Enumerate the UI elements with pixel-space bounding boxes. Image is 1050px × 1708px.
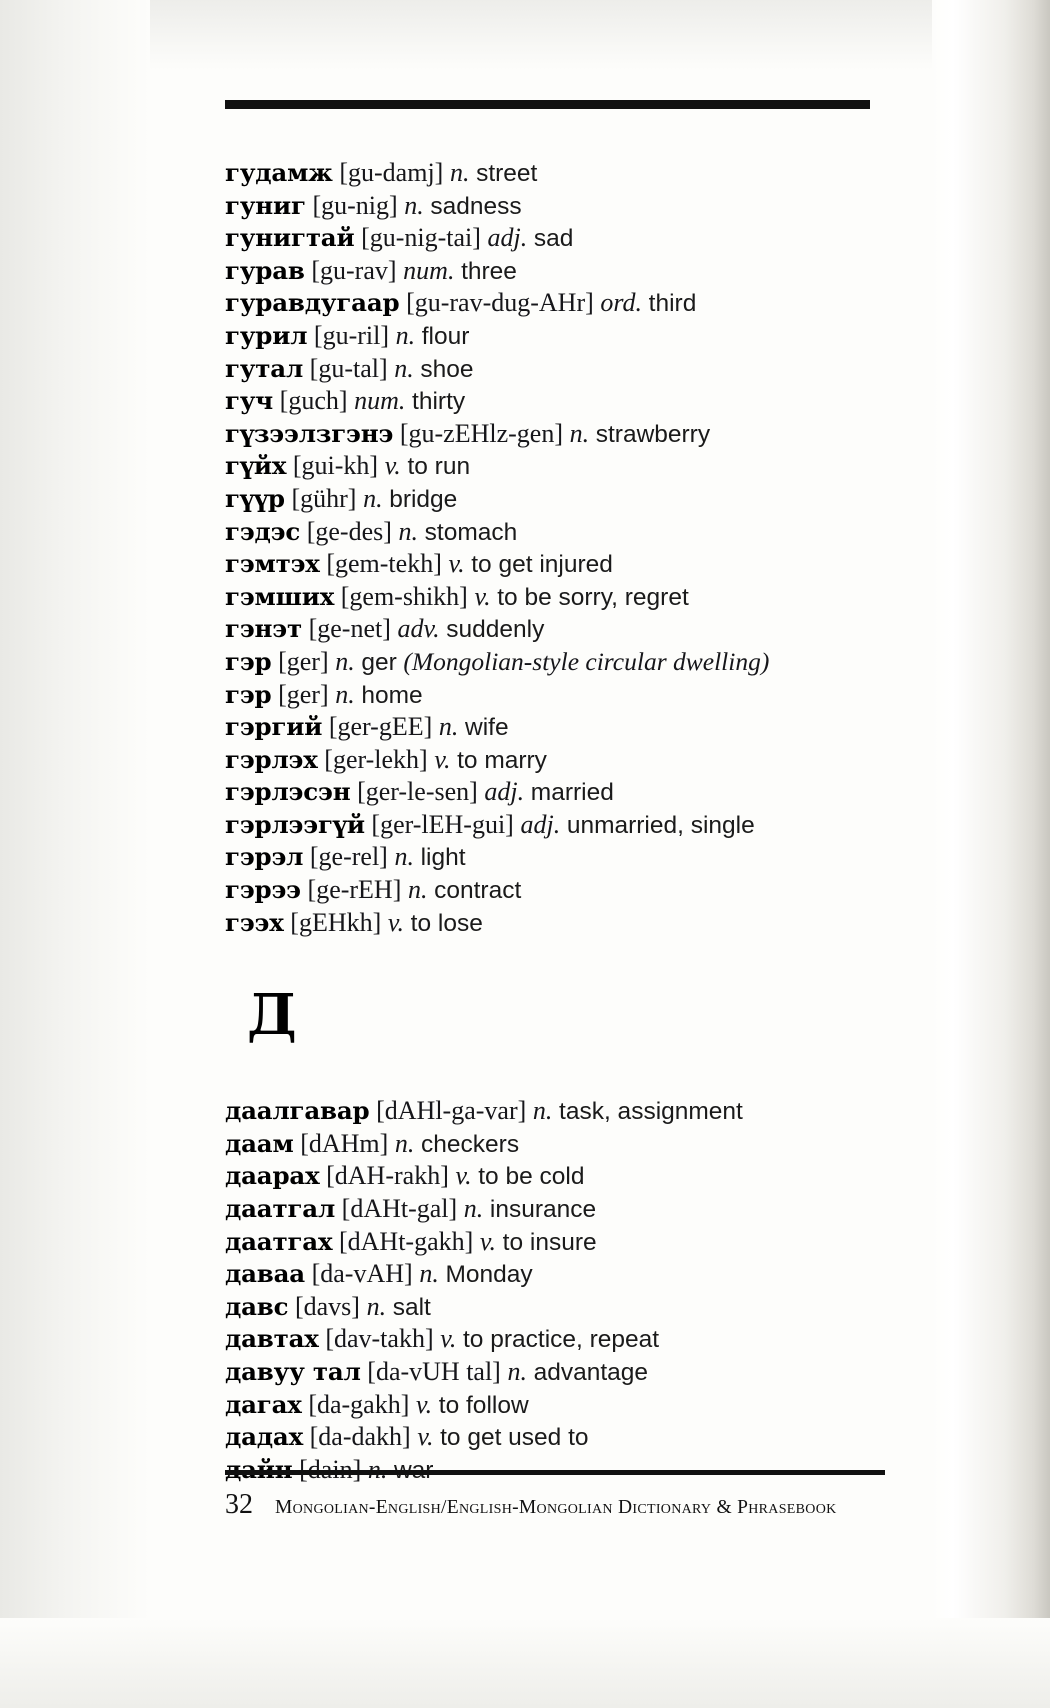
entry-headword: гэрлэх bbox=[225, 744, 318, 774]
entry-part-of-speech: n. bbox=[394, 353, 414, 383]
entry-headword: даатгах bbox=[225, 1226, 333, 1256]
entry-pronunciation: [dAHl-ga-var] bbox=[376, 1096, 527, 1126]
entry-headword: гэдэс bbox=[225, 516, 301, 546]
entry-pronunciation: [gu-nig-tai] bbox=[361, 223, 481, 253]
entry-headword: гэрлэсэн bbox=[225, 777, 351, 807]
entry-pronunciation: [ger-le-sen] bbox=[357, 777, 478, 807]
entry-headword: гэнэт bbox=[225, 614, 302, 644]
entry-headword: гэрлээгүй bbox=[225, 809, 365, 839]
entry-part-of-speech: v. bbox=[416, 1389, 433, 1419]
entry-pronunciation: [gühr] bbox=[291, 483, 357, 513]
entry-list bbox=[225, 157, 870, 939]
entry-definition: salt bbox=[392, 1293, 431, 1321]
entry-definition: flour bbox=[421, 322, 470, 350]
dictionary-entry bbox=[225, 483, 870, 516]
running-title: Mongolian-English/English-Mongolian Dictionary & Phrasebook bbox=[275, 1497, 837, 1518]
entry-definition: stomach bbox=[424, 518, 518, 546]
entry-part-of-speech: v. bbox=[387, 907, 405, 937]
entry-definition: to lose bbox=[410, 909, 483, 937]
entry-definition: advantage bbox=[533, 1359, 649, 1386]
entry-pronunciation: [gu-rav] bbox=[311, 255, 397, 285]
dictionary-entry bbox=[225, 1421, 870, 1454]
entry-pronunciation: [dav-takh] bbox=[325, 1324, 434, 1354]
entry-part-of-speech: n. bbox=[398, 516, 419, 546]
scan-shade-bottom bbox=[0, 1618, 1050, 1708]
entry-headword: даам bbox=[225, 1128, 294, 1158]
entry-pronunciation: [gem-shikh] bbox=[340, 581, 468, 611]
entry-pronunciation: [gu-tal] bbox=[309, 353, 388, 383]
entry-pronunciation: [dAHm] bbox=[300, 1128, 389, 1158]
entry-headword: гэр bbox=[225, 679, 272, 709]
entry-definition: bridge bbox=[389, 485, 458, 513]
entry-headword: гуч bbox=[225, 386, 274, 416]
entry-pronunciation: [ger] bbox=[278, 646, 329, 676]
entry-part-of-speech: n. bbox=[394, 842, 414, 872]
entry-headword: гуравдугаар bbox=[225, 288, 400, 318]
entry-headword: гуниг bbox=[225, 190, 306, 220]
dictionary-entry bbox=[225, 418, 870, 451]
entry-definition: three bbox=[461, 257, 517, 285]
entry-headword: гэр bbox=[225, 646, 272, 676]
entry-headword: гэргий bbox=[225, 712, 323, 742]
scan-shade-top bbox=[0, 0, 1050, 70]
entry-part-of-speech: n. bbox=[335, 679, 355, 709]
dictionary-entry bbox=[225, 581, 870, 614]
entry-headword: даатгал bbox=[225, 1194, 336, 1224]
entry-headword: дадах bbox=[225, 1422, 304, 1452]
entry-part-of-speech: n. bbox=[438, 712, 459, 742]
entry-definition: thirty bbox=[412, 388, 466, 416]
dictionary-entry bbox=[225, 450, 870, 483]
entry-pronunciation: [ge-net] bbox=[308, 614, 391, 644]
entry-definition: third bbox=[648, 290, 697, 318]
entry-headword: гүзээлзгэнэ bbox=[225, 418, 394, 448]
entry-pronunciation: [ge-des] bbox=[306, 516, 392, 546]
entry-pronunciation: [ge-rel] bbox=[309, 842, 388, 872]
entry-headword: даваа bbox=[225, 1259, 305, 1289]
entry-sections bbox=[225, 157, 870, 1486]
page-number: 32 bbox=[225, 1489, 253, 1520]
entry-headword: гэмтэх bbox=[225, 549, 320, 579]
scan-shade-left bbox=[0, 0, 150, 1708]
entry-part-of-speech: v. bbox=[434, 744, 451, 774]
dictionary-entry bbox=[225, 1291, 870, 1324]
entry-definition: light bbox=[420, 844, 466, 872]
entry-headword: давтах bbox=[225, 1324, 319, 1354]
entry-pronunciation: [dAH-rakh] bbox=[326, 1161, 449, 1191]
dictionary-entry bbox=[225, 157, 870, 190]
dictionary-entry bbox=[225, 1226, 870, 1259]
entry-definition: to be cold bbox=[478, 1163, 585, 1191]
entry-pronunciation: [gEHkh] bbox=[290, 907, 382, 937]
entry-part-of-speech: n. bbox=[366, 1291, 387, 1321]
dictionary-entry bbox=[225, 907, 870, 940]
entry-headword: гэмших bbox=[225, 581, 335, 611]
entry-headword: давс bbox=[225, 1291, 289, 1321]
entry-headword: гэрэл bbox=[225, 842, 304, 872]
entry-part-of-speech: v. bbox=[384, 451, 401, 481]
entry-part-of-speech: n. bbox=[408, 875, 428, 905]
dictionary-entry bbox=[225, 809, 870, 842]
entry-pronunciation: [gu-rav-dug-AHr] bbox=[406, 288, 594, 318]
entry-pronunciation: [da-dakh] bbox=[309, 1422, 411, 1452]
entry-definition: unmarried, single bbox=[566, 811, 755, 839]
entry-part-of-speech: num. bbox=[354, 386, 406, 416]
entry-headword: гудамж bbox=[225, 158, 333, 187]
entry-definition: insurance bbox=[489, 1196, 597, 1224]
entry-pronunciation: [ger-lEH-gui] bbox=[371, 809, 514, 839]
entry-headword: гүүр bbox=[225, 483, 285, 513]
entry-pronunciation: [gu-zEHlz-gen] bbox=[399, 418, 563, 448]
entry-part-of-speech: v. bbox=[440, 1324, 457, 1354]
dictionary-entry bbox=[225, 1389, 870, 1422]
entry-part-of-speech: n. bbox=[363, 483, 383, 513]
entry-definition: ger bbox=[361, 648, 397, 676]
entry-definition: to practice, repeat bbox=[462, 1326, 660, 1354]
entry-headword: давуу тал bbox=[225, 1357, 361, 1386]
dictionary-entry bbox=[225, 1258, 870, 1291]
entry-part-of-speech: n. bbox=[404, 190, 424, 220]
entry-definition: suddenly bbox=[446, 616, 545, 644]
entry-part-of-speech: n. bbox=[395, 320, 416, 350]
entry-part-of-speech: n. bbox=[449, 158, 470, 187]
dictionary-entry bbox=[225, 385, 870, 418]
footer-row bbox=[225, 1489, 885, 1521]
dictionary-entry bbox=[225, 320, 870, 353]
dictionary-entry bbox=[225, 744, 870, 777]
entry-definition: home bbox=[361, 681, 423, 709]
entry-pronunciation: [ger-lekh] bbox=[324, 744, 428, 774]
page-content bbox=[225, 100, 870, 1486]
entry-part-of-speech: num. bbox=[403, 255, 455, 285]
entry-definition: sad bbox=[533, 225, 574, 253]
dictionary-entry bbox=[225, 711, 870, 744]
page-edge-shadow bbox=[932, 0, 1050, 1708]
entry-part-of-speech: v. bbox=[474, 581, 491, 611]
entry-part-of-speech: adv. bbox=[397, 614, 440, 644]
dictionary-entry bbox=[225, 1193, 870, 1226]
entry-definition: strawberry bbox=[595, 420, 711, 448]
entry-part-of-speech: n. bbox=[532, 1096, 553, 1126]
entry-pronunciation: [ger] bbox=[278, 679, 329, 709]
dictionary-entry bbox=[225, 353, 870, 386]
dictionary-entry bbox=[225, 1095, 870, 1128]
entry-pronunciation: [gem-tekh] bbox=[326, 549, 442, 579]
entry-definition: shoe bbox=[420, 355, 474, 383]
entry-part-of-speech: n. bbox=[463, 1194, 484, 1224]
entry-part-of-speech: n. bbox=[394, 1128, 415, 1158]
entry-headword: гурав bbox=[225, 255, 305, 285]
page-footer bbox=[225, 1470, 885, 1521]
entry-definition: contract bbox=[434, 877, 522, 905]
entry-part-of-speech: adj. bbox=[487, 223, 528, 253]
entry-definition: to insure bbox=[502, 1228, 597, 1256]
entry-usage-note: (Mongolian-style circular dwelling) bbox=[403, 646, 770, 676]
entry-definition: task, assignment bbox=[559, 1098, 743, 1126]
dictionary-entry bbox=[225, 874, 870, 907]
entry-headword: даарах bbox=[225, 1161, 320, 1191]
entry-pronunciation: [ge-rEH] bbox=[307, 875, 402, 905]
entry-headword: гунигтай bbox=[225, 223, 355, 253]
entry-part-of-speech: n. bbox=[419, 1259, 439, 1289]
dictionary-entry bbox=[225, 646, 870, 679]
entry-part-of-speech: n. bbox=[335, 646, 355, 676]
entry-part-of-speech: n. bbox=[569, 418, 590, 448]
dictionary-entry bbox=[225, 1323, 870, 1356]
entry-headword: гурил bbox=[225, 320, 308, 350]
entry-pronunciation: [davs] bbox=[294, 1291, 360, 1321]
entry-definition: to run bbox=[407, 453, 471, 481]
entry-part-of-speech: ord. bbox=[600, 288, 643, 318]
entry-headword: гүйх bbox=[225, 451, 287, 481]
dictionary-entry bbox=[225, 679, 870, 712]
entry-definition: to follow bbox=[438, 1391, 529, 1419]
entry-headword: гээх bbox=[225, 907, 284, 937]
dictionary-entry bbox=[225, 1128, 870, 1161]
dictionary-entry bbox=[225, 548, 870, 581]
entry-pronunciation: [dAHt-gakh] bbox=[338, 1226, 474, 1256]
entry-definition: to get injured bbox=[471, 551, 613, 579]
entry-definition: Monday bbox=[445, 1261, 533, 1289]
entry-part-of-speech: v. bbox=[448, 549, 465, 579]
header-rule bbox=[225, 100, 870, 109]
dictionary-entry bbox=[225, 613, 870, 646]
entry-part-of-speech: v. bbox=[479, 1226, 497, 1256]
entry-headword: гэрээ bbox=[225, 875, 301, 905]
dictionary-entry bbox=[225, 287, 870, 320]
entry-pronunciation: [dAHt-gal] bbox=[341, 1194, 458, 1224]
entry-definition: checkers bbox=[421, 1130, 520, 1158]
entry-pronunciation: [gui-kh] bbox=[292, 451, 379, 481]
entry-part-of-speech: v. bbox=[455, 1161, 472, 1191]
entry-headword: гутал bbox=[225, 353, 304, 383]
dictionary-entry bbox=[225, 516, 870, 549]
dictionary-entry bbox=[225, 1160, 870, 1193]
section-letter-heading: Д bbox=[247, 982, 297, 1049]
entry-pronunciation: [gu-nig] bbox=[312, 190, 398, 220]
entry-pronunciation: [guch] bbox=[279, 386, 348, 416]
dictionary-entry bbox=[225, 776, 870, 809]
entry-definition: to be sorry, regret bbox=[497, 583, 689, 611]
entry-definition: wife bbox=[465, 714, 509, 742]
entry-definition: to marry bbox=[457, 746, 547, 774]
dictionary-entry bbox=[225, 255, 870, 288]
entry-pronunciation: [ger-gEE] bbox=[328, 712, 433, 742]
dictionary-entry bbox=[225, 1356, 870, 1389]
dictionary-entry bbox=[225, 222, 870, 255]
dictionary-entry bbox=[225, 841, 870, 874]
entry-definition: sadness bbox=[430, 192, 522, 220]
entry-pronunciation: [da-gakh] bbox=[308, 1389, 410, 1419]
entry-pronunciation: [da-vUH tal] bbox=[367, 1357, 501, 1386]
entry-definition: street bbox=[476, 160, 538, 187]
entry-headword: даалгавар bbox=[225, 1096, 370, 1126]
entry-definition: married bbox=[530, 779, 614, 807]
section-spacer bbox=[225, 1043, 870, 1095]
entry-pronunciation: [gu-ril] bbox=[313, 320, 389, 350]
entry-pronunciation: [gu-damj] bbox=[339, 158, 444, 187]
entry-pronunciation: [da-vAH] bbox=[311, 1259, 413, 1289]
footer-rule bbox=[225, 1470, 885, 1475]
entry-definition: to get used to bbox=[440, 1424, 589, 1452]
entry-part-of-speech: adj. bbox=[484, 777, 525, 807]
entry-part-of-speech: v. bbox=[417, 1422, 434, 1452]
entry-part-of-speech: n. bbox=[507, 1357, 527, 1386]
entry-headword: дагах bbox=[225, 1389, 302, 1419]
dictionary-entry bbox=[225, 190, 870, 223]
entry-list bbox=[225, 1095, 870, 1486]
entry-part-of-speech: adj. bbox=[520, 809, 561, 839]
